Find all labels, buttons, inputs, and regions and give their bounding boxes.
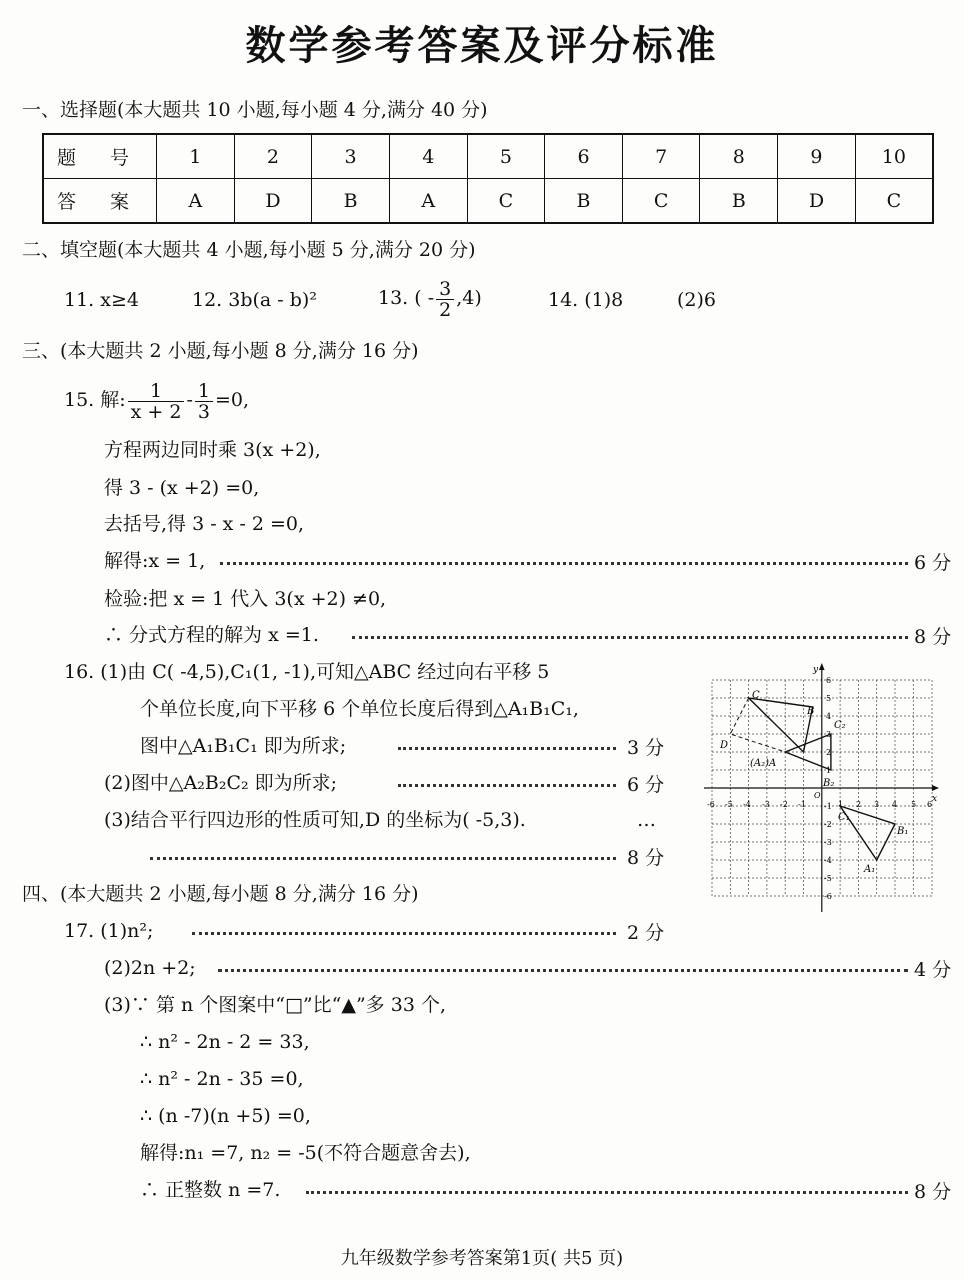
section-heading-fill: 二、填空题(本大题共 4 小题,每小题 5 分,满分 20 分) <box>22 239 476 261</box>
score: 3 分 <box>627 737 665 759</box>
table-cell: B <box>545 179 623 224</box>
fraction-denominator: 2 <box>439 298 452 321</box>
table-cell: 1 <box>157 134 235 179</box>
x-tick-label: -5 <box>725 800 733 809</box>
page-title: 数学参考答案及评分标准 <box>245 23 719 69</box>
x-tick-labels <box>707 800 932 809</box>
y-tick-label: -1 <box>824 802 832 811</box>
section-heading-choice: 一、选择题(本大题共 10 小题,每小题 4 分,满分 40 分) <box>22 99 488 121</box>
x-tick-label: 3 <box>874 800 880 809</box>
table-cell: A <box>157 179 235 224</box>
triangle-abc <box>749 698 813 752</box>
q16-line: 16. (1)由 C( -4,5),C₁(1, -1),可知△ABC 经过向右平移 5 <box>64 661 550 683</box>
score: 8 分 <box>914 1181 952 1203</box>
minus-sign: - <box>186 389 193 411</box>
score: 2 分 <box>627 922 665 944</box>
table-cell: 8 <box>700 134 778 179</box>
answer-q14-part1: 14. (1)8 <box>548 289 624 311</box>
x-tick-label: 1 <box>838 800 844 809</box>
answer-q13 <box>378 276 482 320</box>
x-tick-label: 6 <box>927 800 933 809</box>
x-axis-label: x <box>932 794 938 804</box>
q17-line: ∴ n² - 2n - 2 = 33, <box>140 1031 310 1053</box>
y-axis-label: y <box>813 665 819 675</box>
dot-leader <box>218 969 908 972</box>
fraction-denominator: x + 2 <box>130 400 182 423</box>
fraction-numerator: 1 <box>195 381 213 402</box>
table-cell: C <box>467 179 545 224</box>
table-cell: D <box>234 179 312 224</box>
x-tick-label: -2 <box>780 800 788 809</box>
label-c: C <box>752 690 760 701</box>
y-tick-label: 5 <box>826 694 832 703</box>
table-cell: A <box>389 179 467 224</box>
section-heading-4: 四、(本大题共 2 小题,每小题 8 分,满分 16 分) <box>22 883 419 905</box>
table-row <box>43 134 933 179</box>
q17-line: ∴ 正整数 n =7. <box>140 1179 281 1201</box>
y-tick-label: -2 <box>824 820 832 829</box>
dot-leader <box>306 1191 908 1194</box>
score: 8 分 <box>914 626 952 648</box>
q17-line: (2)2n +2; <box>104 957 196 979</box>
q15-equals: =0, <box>215 389 250 411</box>
table-cell: B <box>312 179 390 224</box>
coordinate-graph <box>698 662 940 912</box>
table-cell: C <box>622 179 700 224</box>
q13-suffix: ,4) <box>456 287 482 309</box>
q16-line: (2)图中△A₂B₂C₂ 即为所求; <box>104 772 338 794</box>
score: 4 分 <box>914 959 952 981</box>
x-tick-label: -6 <box>707 800 715 809</box>
table-cell: 7 <box>622 134 700 179</box>
q15-step: 检验:把 x = 1 代入 3(x +2) ≠0, <box>104 588 387 610</box>
score: 8 分 <box>627 847 665 869</box>
label-a2-a: (A₂)A <box>750 758 777 769</box>
q16-line: 图中△A₁B₁C₁ 即为所求; <box>140 735 347 757</box>
q17-line: ∴ n² - 2n - 35 =0, <box>140 1068 304 1090</box>
label-b2: B₂ <box>823 778 835 789</box>
x-tick-label: -3 <box>762 800 770 809</box>
x-tick-label: -1 <box>798 800 806 809</box>
table-cell: 3 <box>312 134 390 179</box>
score: 6 分 <box>914 552 952 574</box>
row-header-number: 题 号 <box>43 134 157 179</box>
row-header-answer: 答 案 <box>43 179 157 224</box>
dot-leader <box>192 932 616 935</box>
table-cell: 4 <box>389 134 467 179</box>
y-tick-label: -6 <box>824 892 832 901</box>
table-cell: 6 <box>545 134 623 179</box>
q13-prefix: 13. ( - <box>378 287 435 309</box>
y-tick-label: 1 <box>826 766 832 775</box>
dot-leader <box>220 562 908 565</box>
answer-table <box>42 133 934 224</box>
x-tick-label: 2 <box>856 800 862 809</box>
x-tick-label: 4 <box>892 800 898 809</box>
page-footer: 九年级数学参考答案第1页( 共5 页) <box>340 1248 624 1269</box>
dot-leader <box>352 636 908 639</box>
q15-step: 得 3 - (x +2) =0, <box>104 477 260 499</box>
y-tick-label: 2 <box>826 748 832 757</box>
y-tick-label: -5 <box>824 874 832 883</box>
axes <box>704 663 939 912</box>
dot-leader <box>398 784 616 787</box>
dot-leader <box>150 857 616 860</box>
label-d: D <box>720 740 729 751</box>
fraction <box>195 381 213 422</box>
score: 6 分 <box>627 774 665 796</box>
label-c2: C₂ <box>834 720 846 731</box>
answer-q11: 11. x≥4 <box>64 289 139 311</box>
table-cell: 9 <box>778 134 856 179</box>
q15-step: ∴ 分式方程的解为 x =1. <box>104 624 319 646</box>
label-origin: O <box>814 791 821 800</box>
table-cell: 10 <box>855 134 933 179</box>
table-cell: 5 <box>467 134 545 179</box>
point-labels <box>719 690 908 875</box>
table-cell: C <box>855 179 933 224</box>
x-tick-label: 5 <box>911 800 917 809</box>
dot-leader <box>398 747 616 750</box>
label-b1: B₁ <box>897 826 909 837</box>
section-heading-3: 三、(本大题共 2 小题,每小题 8 分,满分 16 分) <box>22 340 419 362</box>
label-b: B <box>807 706 815 717</box>
x-tick-label: -4 <box>743 800 751 809</box>
y-tick-label: 6 <box>826 676 832 685</box>
q15-equation <box>64 378 249 422</box>
answer-q12: 12. 3b(a - b)² <box>192 289 317 311</box>
fraction <box>128 381 185 422</box>
y-tick-label: 3 <box>826 730 832 739</box>
table-cell: 2 <box>234 134 312 179</box>
fraction-denominator: 3 <box>197 400 210 423</box>
fraction-numerator: 1 <box>128 381 185 402</box>
q17-line: (3)∵ 第 n 个图案中“□”比“▲”多 33 个, <box>104 994 446 1016</box>
label-a1: A₁ <box>864 864 876 875</box>
fraction-numerator: 3 <box>436 279 454 300</box>
fraction <box>436 279 454 320</box>
table-cell: B <box>700 179 778 224</box>
y-tick-label: 4 <box>826 712 832 721</box>
q16-line: (3)结合平行四边形的性质可知,D 的坐标为( -5,3). <box>104 809 526 831</box>
y-tick-label: -3 <box>824 838 832 847</box>
y-tick-label: -4 <box>824 856 832 865</box>
q16-ellipsis: … <box>637 809 656 831</box>
table-row <box>43 179 933 224</box>
label-c1: C₁ <box>838 812 850 823</box>
q15-prefix: 15. 解: <box>64 389 126 411</box>
answer-q14-part2: (2)6 <box>677 289 717 311</box>
q16-line: 个单位长度,向下平移 6 个单位长度后得到△A₁B₁C₁, <box>140 698 579 720</box>
q15-step: 解得:x = 1, <box>104 550 206 572</box>
table-cell: D <box>778 179 856 224</box>
q17-line: ∴ (n -7)(n +5) =0, <box>140 1105 311 1127</box>
q15-step: 去括号,得 3 - x - 2 =0, <box>104 513 305 535</box>
q17-line: 17. (1)n²; <box>64 920 154 942</box>
q15-step: 方程两边同时乘 3(x +2), <box>104 439 321 461</box>
q17-line: 解得:n₁ =7, n₂ = -5(不符合题意舍去), <box>140 1142 471 1164</box>
